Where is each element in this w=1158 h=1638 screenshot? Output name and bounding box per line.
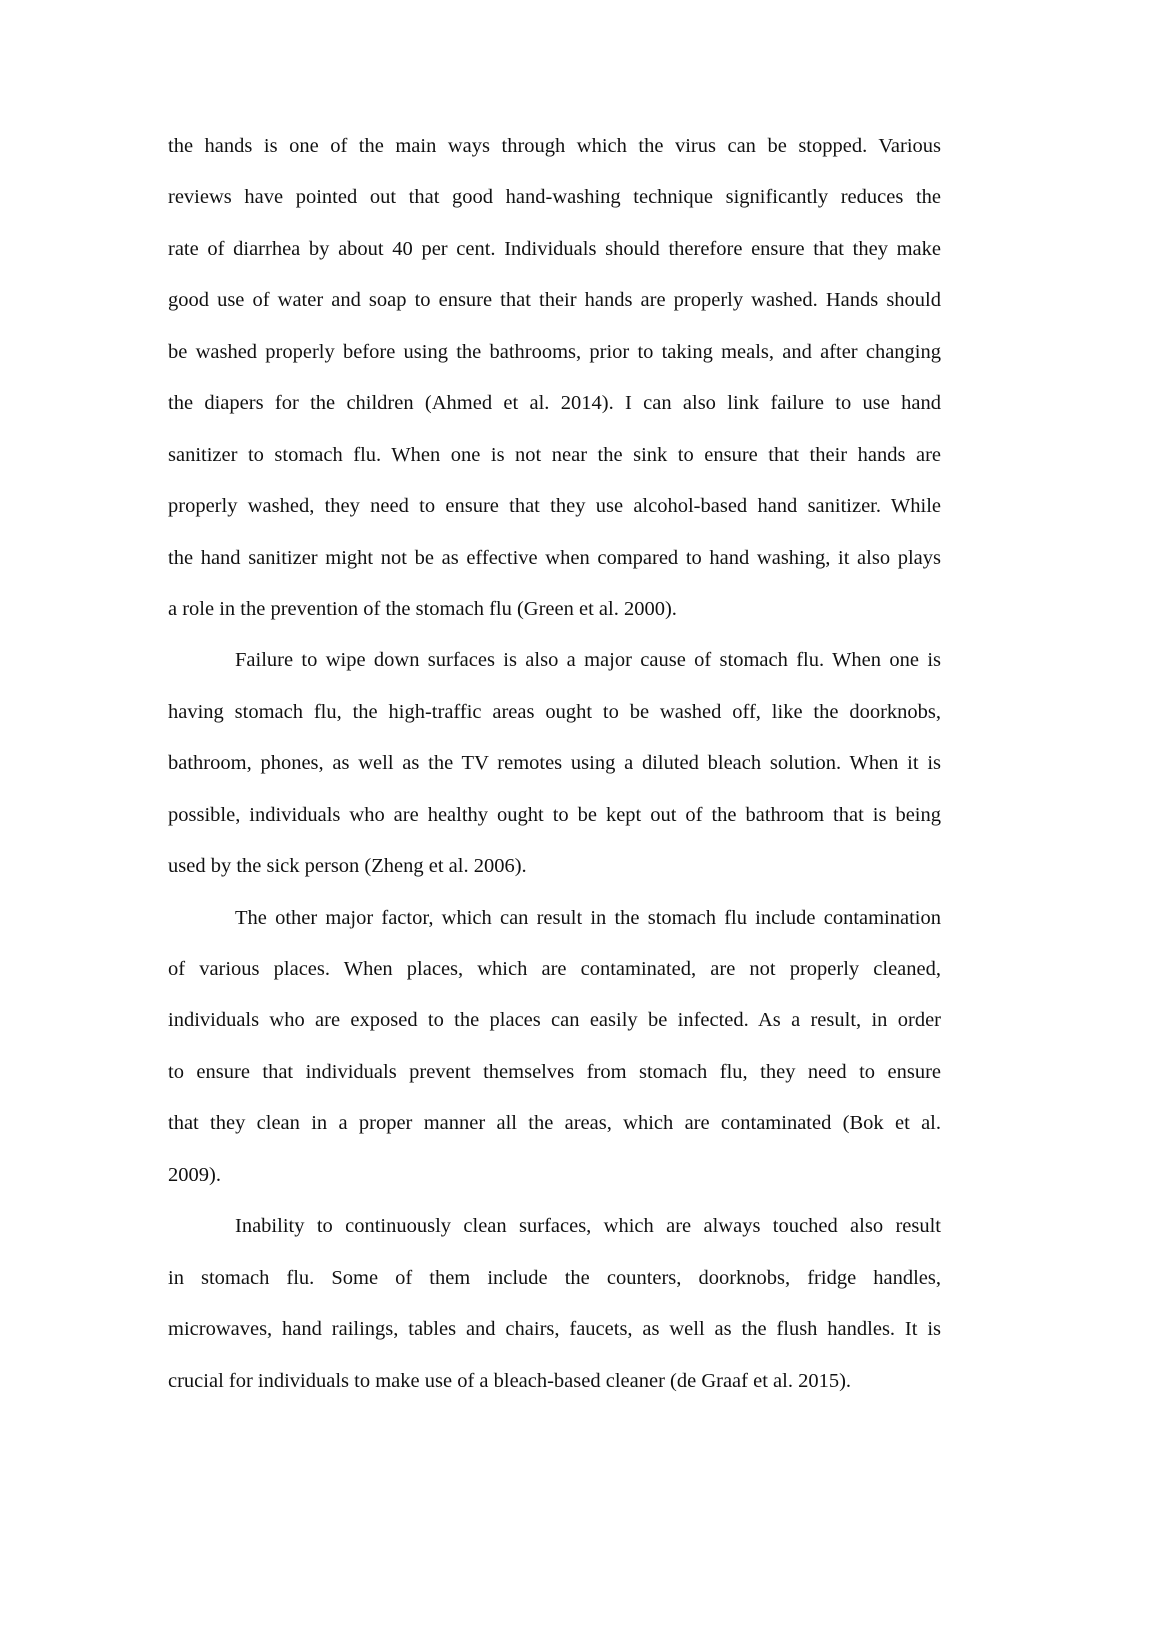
text-line: properly washed, they need to ensure that they use alcohol-based hand sanitizer. While <box>168 495 941 518</box>
text-line: Inability to continuously clean surfaces, which are always touched also result <box>235 1215 941 1238</box>
paragraph <box>168 1201 941 1407</box>
text-line: bathroom, phones, as well as the TV remotes using a diluted bleach solution. When it is <box>168 752 941 775</box>
text-line: Failure to wipe down surfaces is also a major cause of stomach flu. When one is <box>235 649 941 672</box>
text-line: the hands is one of the main ways through which the virus can be stopped. Various <box>168 135 941 157</box>
document-page <box>168 121 941 1407</box>
text-line: having stomach flu, the high-traffic areas ought to be washed off, like the doorknobs, <box>168 700 941 723</box>
paragraph <box>168 635 941 892</box>
text-line: rate of diarrhea by about 40 per cent. Individuals should therefore ensure that they make <box>168 237 941 260</box>
text-line: that they clean in a proper manner all the areas, which are contaminated (Bok et al. <box>168 1112 941 1135</box>
text-line: in stomach flu. Some of them include the counters, doorknobs, fridge handles, <box>168 1266 941 1289</box>
text-line: 2009). <box>168 1163 221 1186</box>
text-line: The other major factor, which can result in the stomach flu include contamination <box>235 906 941 929</box>
text-line: microwaves, hand railings, tables and chairs, faucets, as well as the flush handles. It is <box>168 1318 941 1341</box>
text-line: crucial for individuals to make use of a bleach-based cleaner (de Graaf et al. 2015). <box>168 1369 852 1392</box>
paragraph <box>168 893 941 1202</box>
text-line: the hand sanitizer might not be as effective when compared to hand washing, it also plays <box>168 546 941 569</box>
text-line: be washed properly before using the bathrooms, prior to taking meals, and after changing <box>168 340 941 363</box>
text-line: the diapers for the children (Ahmed et al. 2014). I can also link failure to use hand <box>168 392 941 415</box>
text-line: individuals who are exposed to the places can easily be infected. As a result, in order <box>168 1009 941 1032</box>
text-line: sanitizer to stomach flu. When one is not near the sink to ensure that their hands are <box>168 443 941 466</box>
paragraph <box>168 121 941 635</box>
text-line: good use of water and soap to ensure that their hands are properly washed. Hands should <box>168 289 941 312</box>
text-line: reviews have pointed out that good hand-washing technique significantly reduces the <box>168 186 941 209</box>
text-line: to ensure that individuals prevent themselves from stomach flu, they need to ensure <box>168 1060 941 1083</box>
text-line: a role in the prevention of the stomach flu (Green et al. 2000). <box>168 597 677 620</box>
text-line: possible, individuals who are healthy ought to be kept out of the bathroom that is being <box>168 803 941 826</box>
text-line: of various places. When places, which are contaminated, are not properly cleaned, <box>168 958 941 980</box>
text-line: used by the sick person (Zheng et al. 2006). <box>168 855 527 878</box>
